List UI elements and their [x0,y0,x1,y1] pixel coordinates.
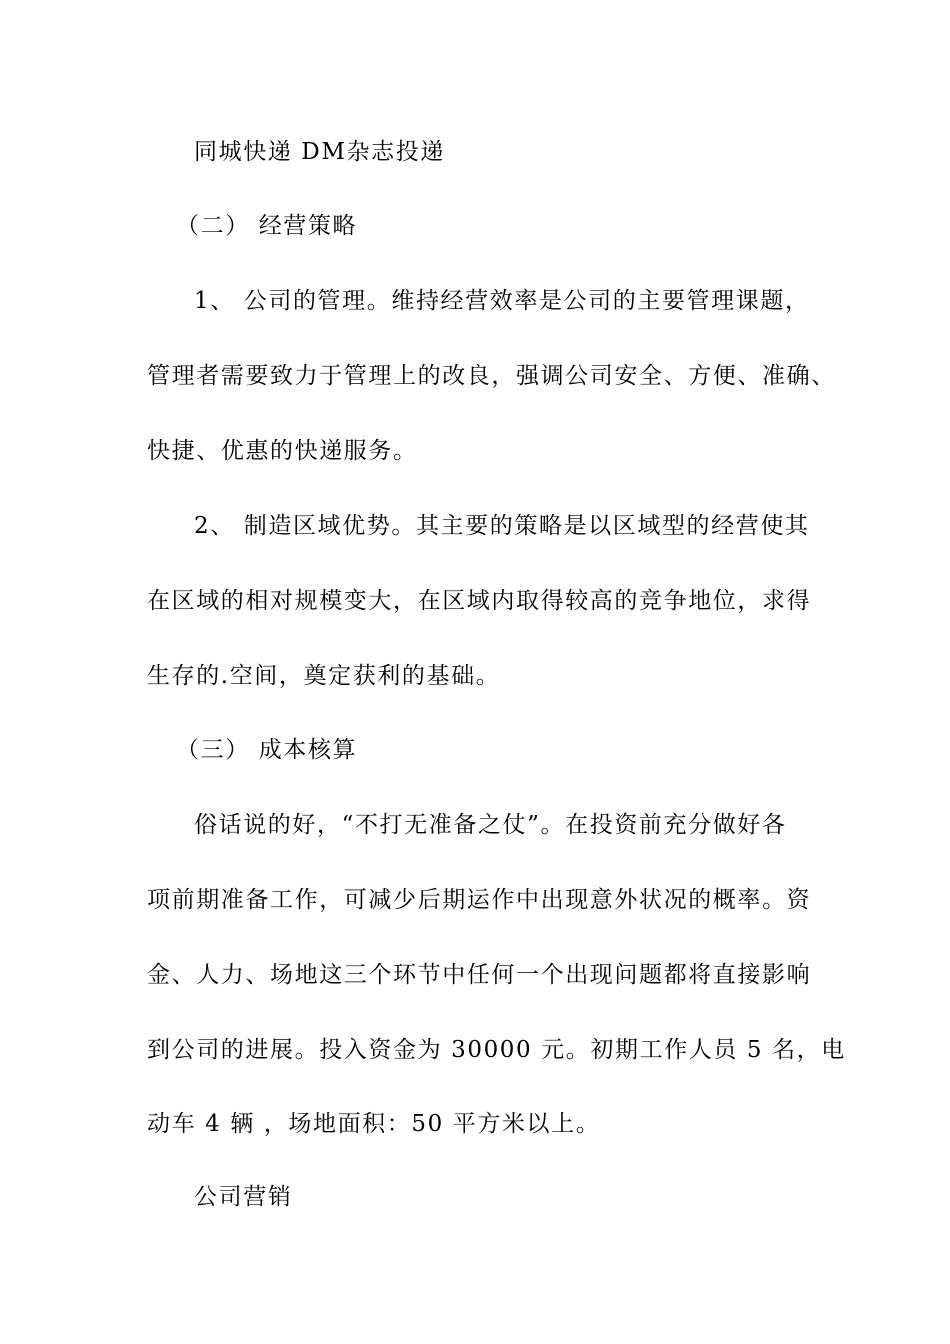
paragraph-line: 1、 公司的管理。维持经营效率是公司的主要管理课题， [194,288,810,314]
paragraph-line: 快捷、优惠的快递服务。 [147,438,418,464]
paragraph-line: 2、 制造区域优势。其主要的策略是以区域型的经营使其 [194,513,810,539]
paragraph-line: 金、人力、场地这三个环节中任何一个出现问题都将直接影响 [147,962,812,988]
service-item-line: 同城快递 DM杂志投递 [194,139,445,165]
paragraph-line: 在区域的相对规模变大，在区域内取得较高的竞争地位，求得 [147,588,812,614]
section-heading-company-marketing: 公司营销 [194,1184,293,1210]
paragraph-line: 项前期准备工作，可减少后期运作中出现意外状况的概率。资 [147,887,812,913]
paragraph-line: 管理者需要致力于管理上的改良，强调公司安全、方便、准确、 [147,363,836,389]
paragraph-line: 生存的.空间，奠定获利的基础。 [147,663,501,689]
section-heading-business-strategy: （二） 经营策略 [176,213,358,239]
paragraph-line: 到公司的进展。投入资金为 30000 元。初期工作人员 5 名，电 [147,1037,846,1063]
paragraph-line: 俗话说的好，“不打无准备之仗”。在投资前充分做好各 [194,812,787,838]
paragraph-line: 动车 4 辆 ，场地面积：50 平方米以上。 [147,1111,601,1137]
section-heading-cost-accounting: （三） 成本核算 [176,737,358,763]
